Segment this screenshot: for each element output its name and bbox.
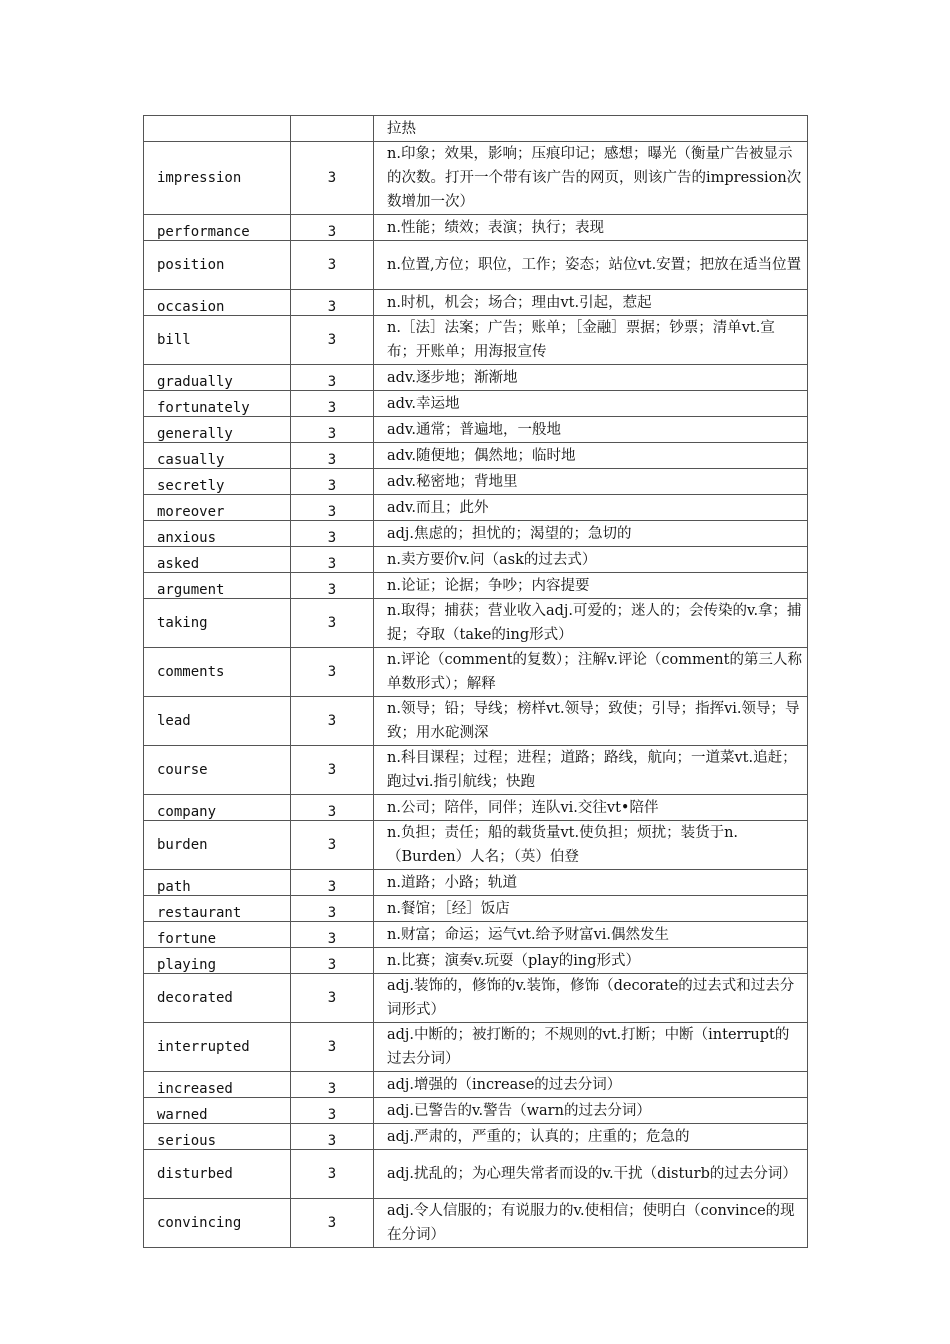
meaning-cell: n.时机，机会；场合；理由vt.引起，惹起 [374,290,808,316]
vocabulary-table-body [144,116,808,1248]
table-row [144,1124,808,1150]
word-cell: serious [144,1124,291,1150]
table-row [144,469,808,495]
word-cell: increased [144,1072,291,1098]
meaning-cell: adj.扰乱的；为心理失常者而设的v.干扰（disturb的过去分词） [374,1150,808,1199]
word-cell: playing [144,948,291,974]
meaning-cell: n.印象；效果，影响；压痕印记；感想；曝光（衡量广告被显示的次数。打开一个带有该广告的网页，则该广告的impression次数增加一次） [374,142,808,215]
table-row [144,746,808,795]
meaning-cell: n.负担；责任；船的载货量vt.使负担；烦扰；装货于n.（Burden）人名；（英）伯登 [374,821,808,870]
count-cell: 3 [291,241,374,290]
meaning-cell: n.取得；捕获；营业收入adj.可爱的；迷人的；会传染的v.拿；捕捉；夺取（take的ing形式） [374,599,808,648]
table-row [144,697,808,746]
count-cell: 3 [291,316,374,365]
count-cell: 3 [291,648,374,697]
word-cell: decorated [144,974,291,1023]
meaning-cell: n.卖方要价v.问（ask的过去式） [374,547,808,573]
word-cell: warned [144,1098,291,1124]
meaning-cell: adv.而且；此外 [374,495,808,521]
word-cell: casually [144,443,291,469]
table-row [144,648,808,697]
count-cell: 3 [291,896,374,922]
word-cell: moreover [144,495,291,521]
word-cell: convincing [144,1199,291,1248]
count-cell: 3 [291,746,374,795]
table-row [144,1098,808,1124]
table-row [144,290,808,316]
count-cell [291,116,374,142]
meaning-cell: adv.随便地；偶然地；临时地 [374,443,808,469]
count-cell: 3 [291,443,374,469]
meaning-cell: adj.装饰的，修饰的v.装饰，修饰（decorate的过去式和过去分词形式） [374,974,808,1023]
table-row [144,974,808,1023]
meaning-cell: n.科目课程；过程；进程；道路；路线，航向；一道菜vt.追赶；跑过vi.指引航线；快跑 [374,746,808,795]
meaning-cell: n.位置,方位；职位，工作；姿态；站位vt.安置；把放在适当位置 [374,241,808,290]
count-cell: 3 [291,365,374,391]
table-row [144,573,808,599]
table-row [144,365,808,391]
table-row [144,948,808,974]
word-cell: disturbed [144,1150,291,1199]
table-row [144,547,808,573]
word-cell: restaurant [144,896,291,922]
meaning-cell: n.公司；陪伴，同伴；连队vi.交往vt•陪伴 [374,795,808,821]
table-row [144,391,808,417]
table-row [144,521,808,547]
count-cell: 3 [291,599,374,648]
count-cell: 3 [291,1150,374,1199]
table-row [144,316,808,365]
meaning-cell: n.领导；铅；导线；榜样vt.领导；致使；引导；指挥vi.领导；导致；用水砣测深 [374,697,808,746]
meaning-cell: n.财富；命运；运气vt.给予财富vi.偶然发生 [374,922,808,948]
table-row [144,1199,808,1248]
count-cell: 3 [291,948,374,974]
meaning-cell: n.餐馆；［经］饭店 [374,896,808,922]
meaning-cell: n.论证；论据；争吵；内容提要 [374,573,808,599]
table-row [144,896,808,922]
count-cell: 3 [291,391,374,417]
count-cell: 3 [291,1072,374,1098]
table-row [144,1072,808,1098]
table-row [144,1023,808,1072]
count-cell: 3 [291,417,374,443]
meaning-cell: 拉热 [374,116,808,142]
meaning-cell: adj.已警告的v.警告（warn的过去分词） [374,1098,808,1124]
table-row [144,922,808,948]
word-cell: secretly [144,469,291,495]
word-cell: position [144,241,291,290]
table-row [144,443,808,469]
word-cell: impression [144,142,291,215]
word-cell: performance [144,215,291,241]
word-cell: taking [144,599,291,648]
word-cell: argument [144,573,291,599]
count-cell: 3 [291,922,374,948]
word-cell: burden [144,821,291,870]
count-cell: 3 [291,547,374,573]
meaning-cell: n.性能；绩效；表演；执行；表现 [374,215,808,241]
table-row [144,417,808,443]
count-cell: 3 [291,1098,374,1124]
vocabulary-table [143,115,808,1248]
table-row [144,599,808,648]
word-cell: path [144,870,291,896]
count-cell: 3 [291,495,374,521]
meaning-cell: adj.令人信服的；有说服力的v.使相信；使明白（convince的现在分词） [374,1199,808,1248]
word-cell: generally [144,417,291,443]
word-cell: occasion [144,290,291,316]
word-cell: course [144,746,291,795]
count-cell: 3 [291,870,374,896]
meaning-cell: adv.逐步地；渐渐地 [374,365,808,391]
count-cell: 3 [291,142,374,215]
word-cell: interrupted [144,1023,291,1072]
word-cell [144,116,291,142]
meaning-cell: adv.秘密地；背地里 [374,469,808,495]
meaning-cell: adv.幸运地 [374,391,808,417]
count-cell: 3 [291,573,374,599]
table-row [144,1150,808,1199]
word-cell: anxious [144,521,291,547]
meaning-cell: adv.通常；普遍地，一般地 [374,417,808,443]
meaning-cell: adj.焦虑的；担忧的；渴望的；急切的 [374,521,808,547]
word-cell: bill [144,316,291,365]
table-row [144,142,808,215]
word-cell: company [144,795,291,821]
word-cell: asked [144,547,291,573]
meaning-cell: adj.增强的（increase的过去分词） [374,1072,808,1098]
count-cell: 3 [291,1023,374,1072]
table-row [144,821,808,870]
count-cell: 3 [291,1124,374,1150]
count-cell: 3 [291,215,374,241]
count-cell: 3 [291,821,374,870]
count-cell: 3 [291,974,374,1023]
table-row [144,870,808,896]
table-row [144,795,808,821]
meaning-cell: n.［法］法案；广告；账单；［金融］票据；钞票；清单vt.宣布；开账单；用海报宣传 [374,316,808,365]
table-row [144,215,808,241]
meaning-cell: n.评论（comment的复数）；注解v.评论（comment的第三人称单数形式）；解释 [374,648,808,697]
table-row [144,241,808,290]
word-cell: comments [144,648,291,697]
count-cell: 3 [291,469,374,495]
count-cell: 3 [291,290,374,316]
meaning-cell: adj.中断的；被打断的；不规则的vt.打断；中断（interrupt的过去分词） [374,1023,808,1072]
word-cell: lead [144,697,291,746]
count-cell: 3 [291,795,374,821]
meaning-cell: adj.严肃的，严重的；认真的；庄重的；危急的 [374,1124,808,1150]
word-cell: fortune [144,922,291,948]
meaning-cell: n.比赛；演奏v.玩耍（play的ing形式） [374,948,808,974]
word-cell: fortunately [144,391,291,417]
count-cell: 3 [291,697,374,746]
table-row [144,116,808,142]
meaning-cell: n.道路；小路；轨道 [374,870,808,896]
table-row [144,495,808,521]
word-cell: gradually [144,365,291,391]
count-cell: 3 [291,521,374,547]
count-cell: 3 [291,1199,374,1248]
